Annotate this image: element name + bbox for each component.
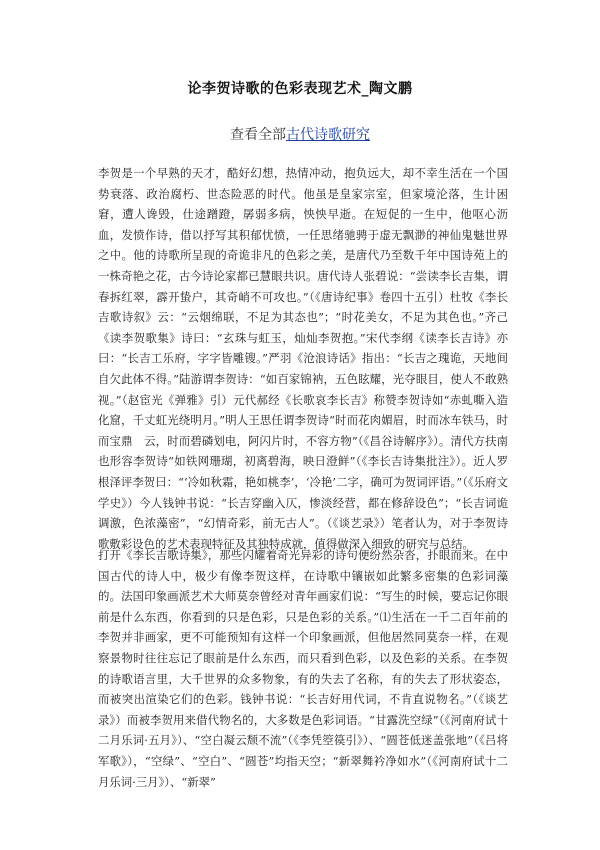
body-paragraph-1: 李贺是一个早熟的天才，酷好幻想，热情冲动，抱负远大，却不幸生活在一个国势衰落、政治腐朽、世态险恶的时代。他虽是皇家宗室，但家境沦落，生计困窘，遭人谗毁，仕途蹭蹬，孱弱多病，怏怏早逝。在短促的一生中，他呕心沥血，发愤作诗，借以抒写其积郁忧愤，一任思绪驰骋于虚无飘渺的神仙鬼魅世界之中。他的诗歌所呈现的奇诡非凡的色彩之美，是唐代乃至数千年中国诗苑上的一株奇艳之花，古今诗论家都已慧眼共识。唐代诗人张碧说：“尝读李长吉集，谓春拆红翠，霹开蛰户，其奇峭不可攻也。”（《唐诗纪事》卷四十五引）杜牧《李长吉歌诗叙》云：“云烟绵联，不足为其态也”；“时花美女，不足为其色也。”齐己《读李贺歌集》诗曰：“玄珠与虹玉，灿灿李贺抱。”宋代李纲《读李长吉诗》亦曰：“长吉工乐府，字字皆雕锼。”严羽《沧浪诗话》指出：“长吉之瑰诡，天地间自欠此体不得。”陆游谓李贺诗：“如百家锦衲，五色眩耀，光夺眼目，使人不敢熟视。”（赵宦光《弹雅》引）元代郝经《长歌哀李长吉》称赞李贺诗如“赤虬嘶入造化窟，千丈虹光绕明月。”明人王思任谓李贺诗“时而花肉媚眉，时而冰车铁马，时而宝鼎 云，时而碧磷划电，阿闪片时，不容方物”（《昌谷诗解序》）。清代方扶南也形容李贺诗“如铁网珊瑚，初离碧海，映日澄鲜”（《李长吉诗集批注》）。近人罗根泽评李贺曰：“‘冷如秋霜，艳如桃李’，‘冷艳’二字，确可为贺词评语。”（《乐府文学史》）今人钱钟书说：“长吉穿幽入仄，惨淡经营，都在修辞设色”；“长吉词诡调激，色浓藻密”，“幻情奇彩，前无古人”。（《谈艺录》）笔者认为，对于李贺诗歌敷彩设色的艺术表现特征及其独特成就，值得做深入细致的研究与总结。 [98,166,508,551]
body-paragraph-2: 打开《李长吉歌诗集》，那些闪耀着奇光异彩的诗句便纷然杂沓，扑眼而来。在中国古代的诗人中，极少有像李贺这样，在诗歌中镶嵌如此繁多密集的色彩词藻的。法国印象画派艺术大师莫奈曾经对青年画家们说：“写生的时候，要忘记你眼前是什么东西，你看到的只是色彩，只是色彩的关系。”⑴生活在一千二百年前的李贺并非画家，更不可能预知有这样一个印象画派，但他居然同莫奈一样，在观察景物时往往忘记了眼前是什么东西，而只看到色彩，以及色彩的关系。在李贺的诗歌语言里，大千世界的众多物象，有的失去了名称，有的失去了形状姿态，而被突出渲染它们的色彩。钱钟书说：“长吉好用代词，不肯直说物名。”（《谈艺录》）而被李贺用来借代物名的，大多数是色彩词语。“甘露洗空绿”（《河南府试十二月乐词·五月》）、“空白凝云颓不流”（《李凭箜篌引》）、“圆苍低迷盖张地”（《吕将军歌》），“空绿”、“空白”、“圆苍”均指天空；“新翠舞衿净如水”（《河南府试十二月乐词·三月》）、“新翠” [98,548,508,789]
category-link[interactable]: 古代诗歌研究 [286,127,370,143]
page-title: 论李贺诗歌的色彩表现艺术_陶文鹏 [187,81,413,97]
category-nav [0,124,600,144]
category-nav-prefix: 查看全部 [230,127,286,143]
